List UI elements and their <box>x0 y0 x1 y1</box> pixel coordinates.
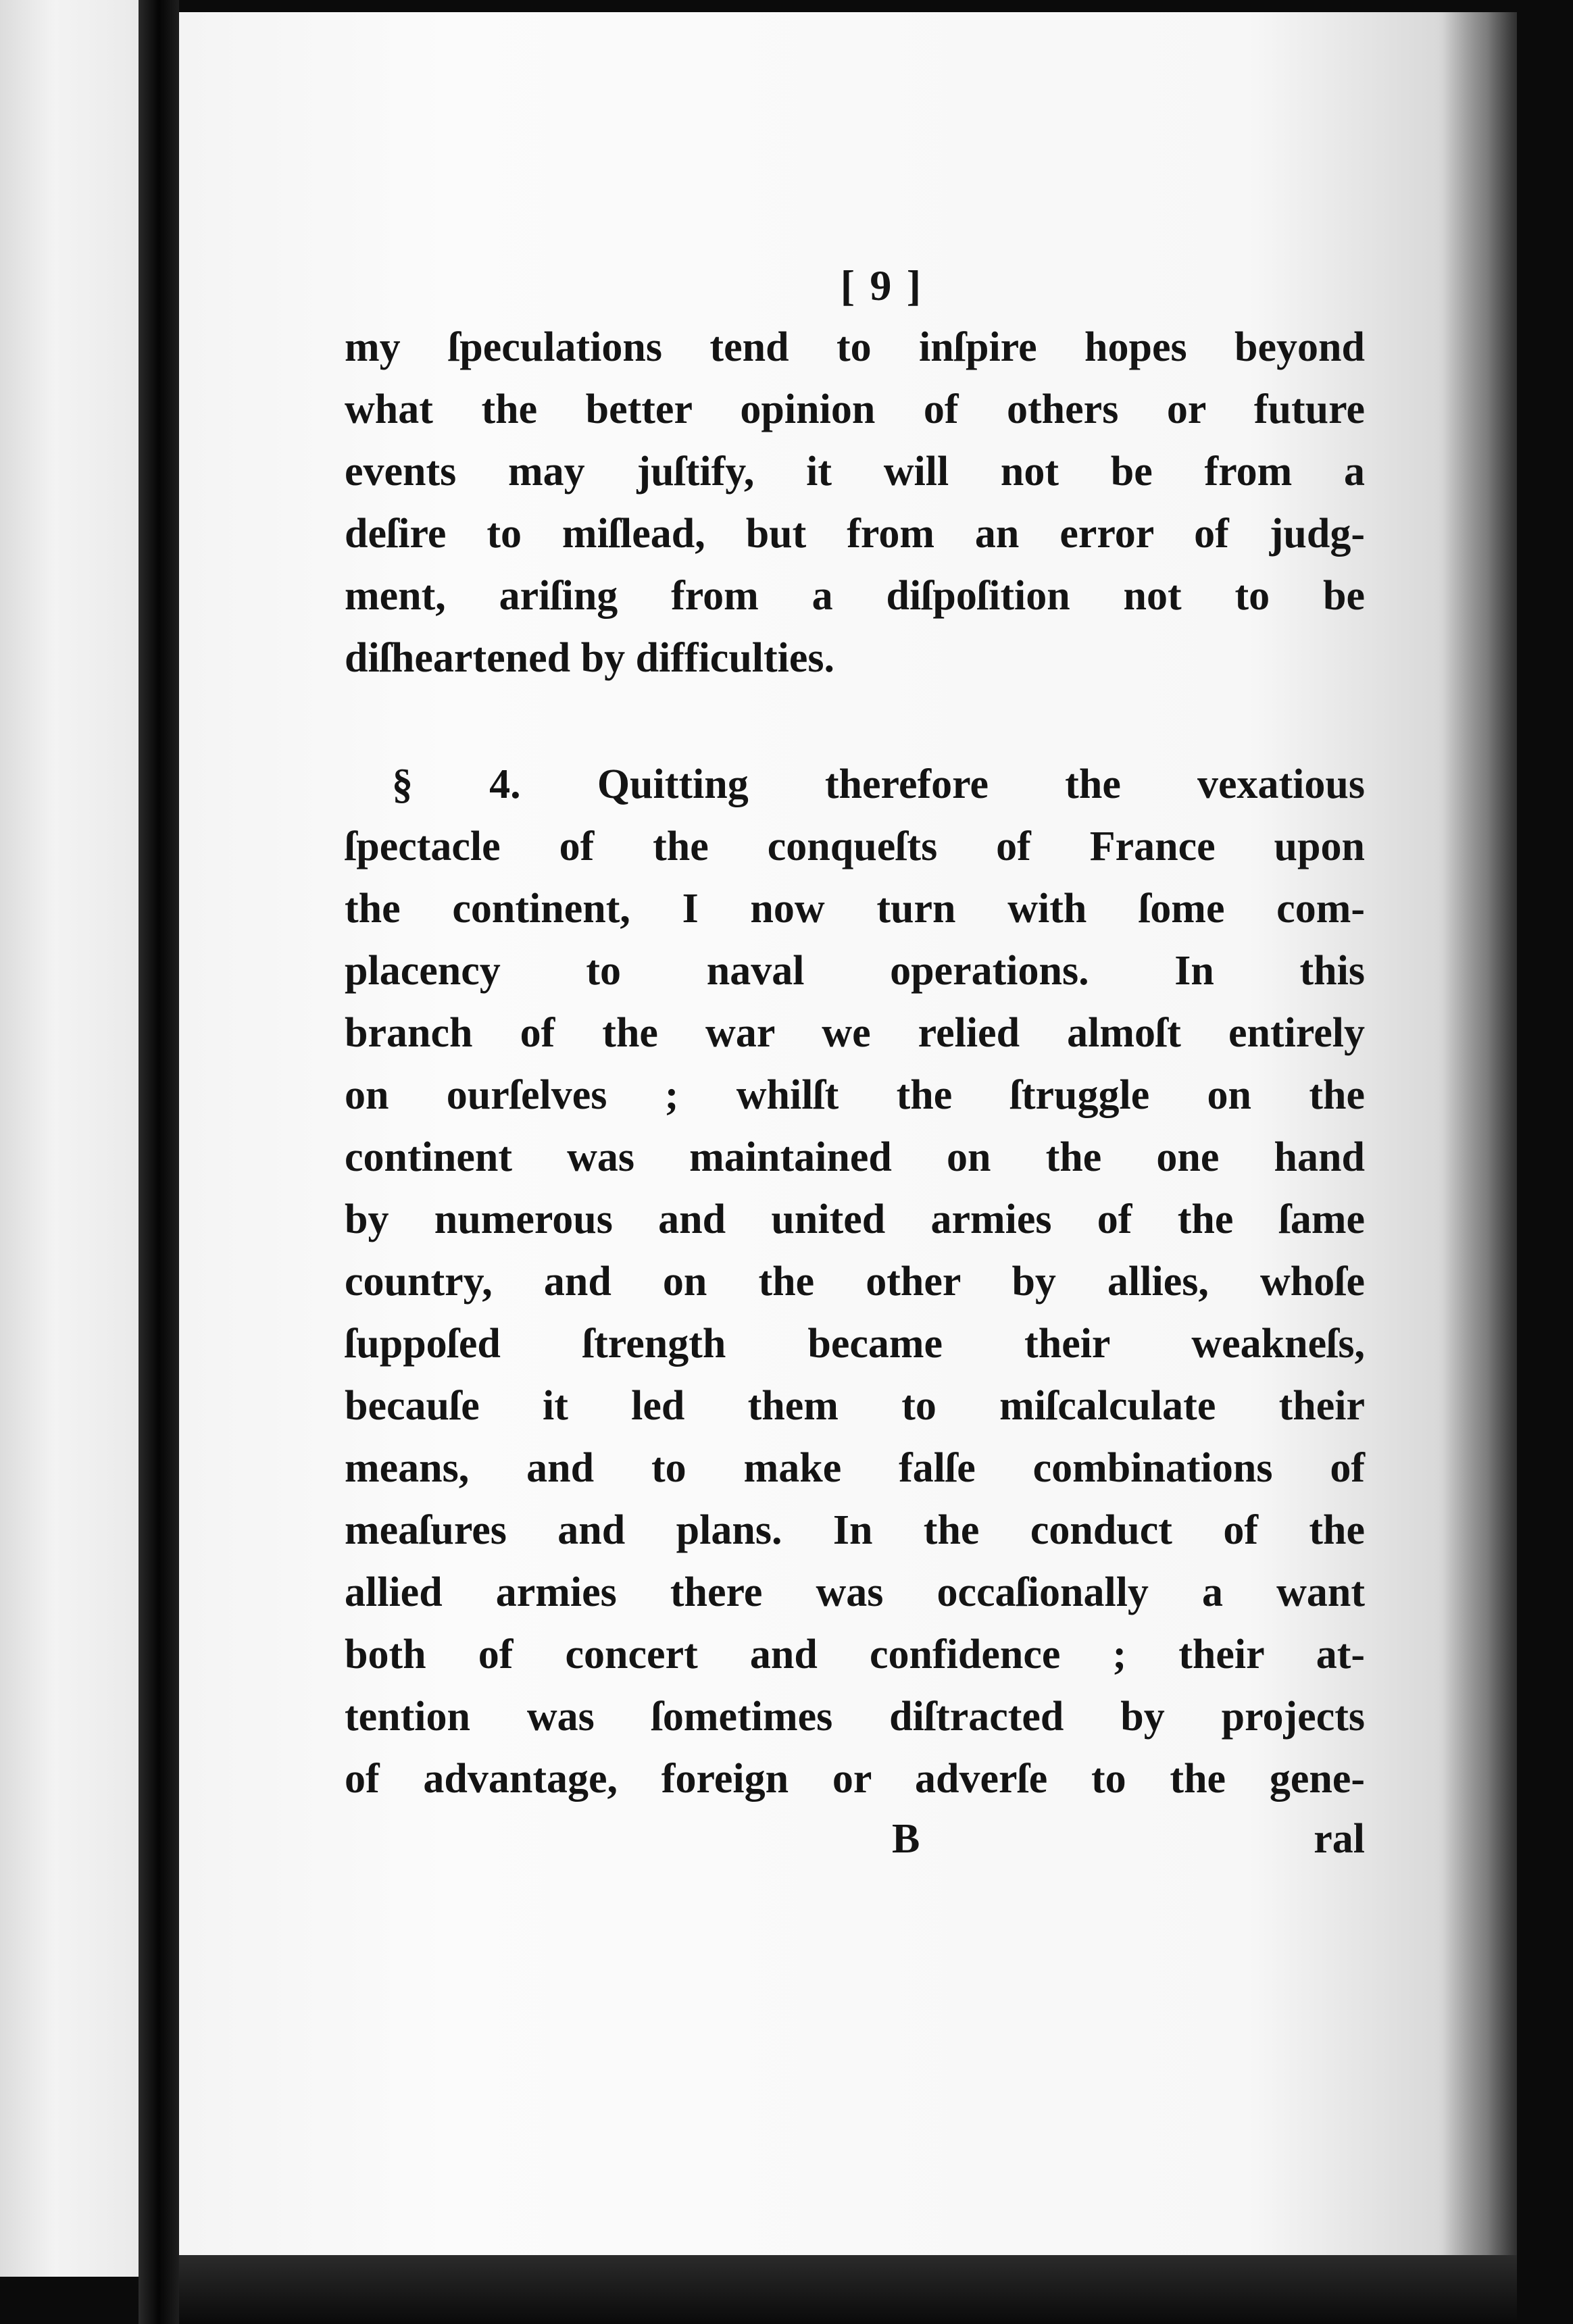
text-line: tention was ſometimes diſtracted by projects <box>345 1694 1365 1740</box>
text-line: branch of the war we relied almoſt entirely <box>345 1010 1365 1056</box>
facing-page-edge <box>0 0 139 2277</box>
paragraph-2 <box>345 753 1365 1810</box>
text-line: becauſe it led them to miſcalculate their <box>345 1383 1365 1429</box>
catchword: ral <box>1314 1816 1365 1862</box>
paragraph-gap <box>345 689 1365 753</box>
text-line: by numerous and united armies of the ſame <box>345 1196 1365 1242</box>
text-line: the continent, I now turn with ſome com- <box>345 886 1365 932</box>
text-line: placency to naval operations. In this <box>345 948 1365 994</box>
text-line: ſuppoſed ſtrength became their weakneſs, <box>345 1321 1365 1367</box>
text-line: diſheartened by difficulties. <box>345 635 835 681</box>
text-line: on ourſelves ; whilſt the ſtruggle on the <box>345 1072 1365 1118</box>
page-text <box>345 255 1365 1883</box>
text-line: allied armies there was occaſionally a want <box>345 1569 1365 1615</box>
text-line: § 4. Quitting therefore the vexatious <box>392 761 1365 807</box>
text-line: what the better opinion of others or future <box>345 386 1365 432</box>
text-line: continent was maintained on the one hand <box>345 1134 1365 1180</box>
book-gutter <box>139 0 179 2324</box>
signature-mark: B <box>892 1816 920 1862</box>
page-number-header: [ 9 ] <box>840 261 924 309</box>
book-page <box>179 12 1517 2259</box>
text-line: meaſures and plans. In the conduct of the <box>345 1507 1365 1553</box>
text-line: deſire to miſlead, but from an error of judg- <box>345 511 1365 557</box>
text-line: both of concert and confidence ; their at- <box>345 1632 1365 1677</box>
paragraph-1 <box>345 316 1365 689</box>
text-line: ment, ariſing from a diſpoſition not to be <box>345 573 1365 619</box>
page-footer <box>345 1815 1365 1883</box>
text-line: of advantage, foreign or adverſe to the gene- <box>345 1756 1365 1802</box>
text-line: ſpectacle of the conqueſts of France upon <box>345 824 1365 869</box>
text-line: my ſpeculations tend to inſpire hopes beyond <box>345 324 1365 370</box>
text-line: country, and on the other by allies, whoſe <box>345 1259 1365 1305</box>
book-bottom-edge <box>179 2255 1517 2324</box>
page-edge-shadow <box>1443 12 1517 2255</box>
text-line: events may juſtify, it will not be from a <box>345 449 1365 495</box>
text-line: means, and to make falſe combinations of <box>345 1445 1365 1491</box>
